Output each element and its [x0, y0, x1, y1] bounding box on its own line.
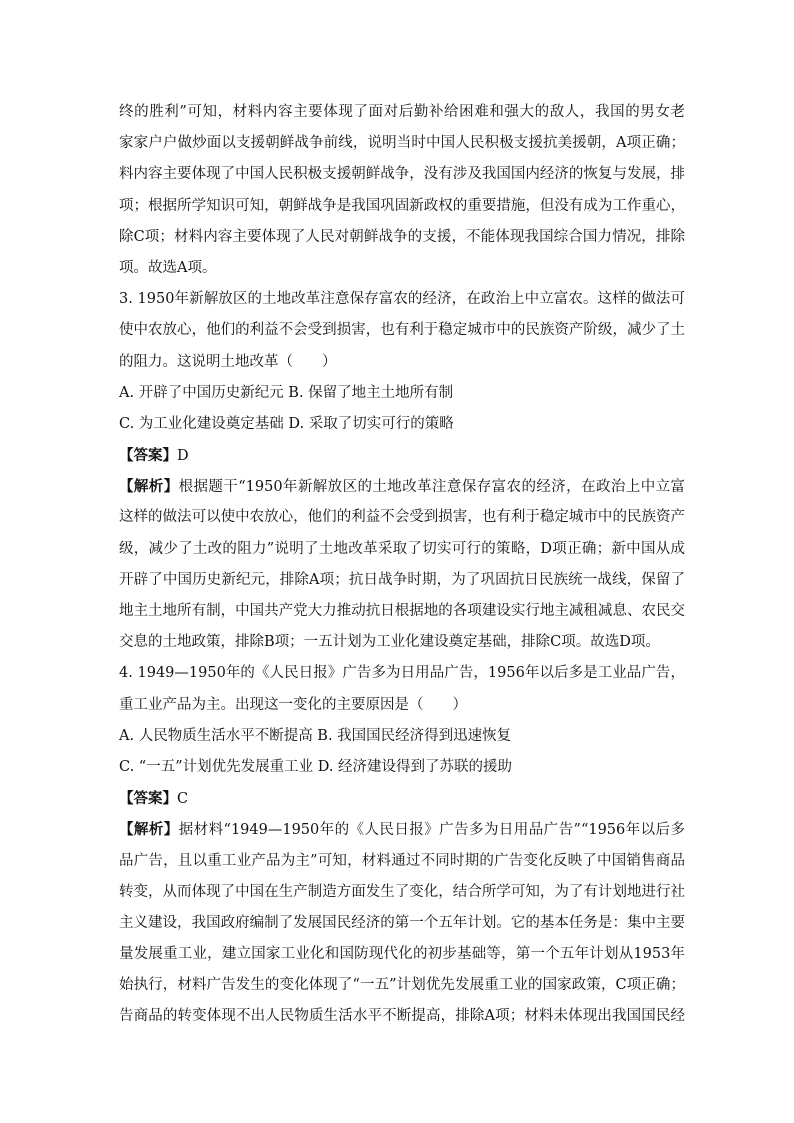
- text-line: 4. 1949—1950年的《人民日报》广告多为日用品广告，1956年以后多是工业品广告，: [119, 665, 685, 682]
- text-line: A. 人民物质生活水平不断提高 B. 我国国民经济得到迅速恢复: [119, 727, 512, 744]
- text-line: 这样的做法可以使中农放心，他们的利益不会受到损害，也有利于稳定城市中的民族资产: [119, 509, 685, 526]
- text-line: 项；根据所学知识可知，朝鲜战争是我国巩固新政权的重要措施，但没有成为工作重心，: [119, 197, 685, 214]
- text-line: C. 为工业化建设奠定基础 D. 采取了切实可行的策略: [119, 415, 454, 432]
- text-line: 使中农放心，他们的利益不会受到损害，也有利于稳定城市中的民族资产阶级，减少了土: [119, 322, 685, 339]
- text-line: 始执行，材料广告发生的变化体现了“一五”计划优先发展重工业的国家政策，C项正确；: [119, 977, 685, 994]
- text-line: 转变，从而体现了中国在生产制造方面发生了变化，结合所学可知，为了有计划地进行社: [119, 883, 685, 900]
- text-line: [119, 440, 685, 471]
- text-line: 级，减少了土改的阻力”说明了土地改革采取了切实可行的策略，D项正确；新中国从成: [119, 540, 685, 557]
- section-label: 【答案】: [119, 790, 177, 808]
- text-line: 品广告，且以重工业产品为主”可知，材料通过不同时期的广告变化反映了中国销售商品: [119, 852, 685, 869]
- text-line: A. 开辟了中国历史新纪元 B. 保留了地主土地所有制: [119, 384, 454, 401]
- text-line: 项。故选A项。: [119, 259, 217, 276]
- text-line: C. “一五”计划优先发展重工业 D. 经济建设得到了苏联的援助: [119, 758, 513, 775]
- text-line: 终的胜利”可知，材料内容主要体现了面对后勤补给困难和强大的敌人，我国的男女老: [119, 104, 685, 120]
- text-line: 量发展重工业，建立国家工业化和国防现代化的初步基础等，第一个五年计划从1953年: [119, 946, 685, 963]
- section-text: D: [177, 448, 189, 465]
- text-line: 开辟了中国历史新纪元，排除A项；抗日战争时期，为了巩固抗日民族统一战线，保留了: [119, 571, 685, 588]
- text-line: [119, 783, 685, 814]
- text-line: 料内容主要体现了中国人民积极支援朝鲜战争，没有涉及我国国内经济的恢复与发展，排: [119, 166, 685, 183]
- section-text: 据材料“1949—1950年的《人民日报》广告多为日用品广告”“1956年以后多: [178, 822, 685, 839]
- text-line: 3. 1950年新解放区的土地改革注意保存富农的经济，在政治上中立富农。这样的做法可: [119, 291, 685, 308]
- section-label: 【答案】: [119, 447, 177, 465]
- text-line: 的阻力。这说明土地改革（ ）: [119, 353, 337, 370]
- text-line: 家家户户做炒面以支援朝鲜战争前线，说明当时中国人民积极支援抗美援朝，A项正确；: [119, 135, 685, 152]
- section-text: C: [177, 791, 189, 808]
- text-line: 主义建设，我国政府编制了发展国民经济的第一个五年计划。它的基本任务是：集中主要: [119, 914, 685, 931]
- text-line: 除C项；材料内容主要体现了人民对朝鲜战争的支援，不能体现我国综合国力情况，排除: [119, 228, 685, 245]
- text-line: 告商品的转变体现不出人民物质生活水平不断提高，排除A项；材料未体现出我国国民经: [119, 1008, 685, 1025]
- text-line: 地主土地所有制，中国共产党大力推动抗日根据地的各项建设实行地主减租减息、农民交: [119, 603, 685, 619]
- text-line: 重工业产品为主。出现这一变化的主要原因是（ ）: [119, 696, 467, 713]
- text-line: [119, 471, 685, 502]
- section-label: 【解析】: [119, 478, 179, 496]
- document-page: [119, 97, 685, 1033]
- section-label: 【解析】: [119, 821, 179, 839]
- section-text: 根据题干“1950年新解放区的土地改革注意保存富农的经济，在政治上中立富: [178, 479, 685, 496]
- text-line: 交息的土地政策，排除B项；一五计划为工业化建设奠定基础，排除C项。故选D项。: [119, 634, 660, 651]
- text-line: [119, 814, 685, 845]
